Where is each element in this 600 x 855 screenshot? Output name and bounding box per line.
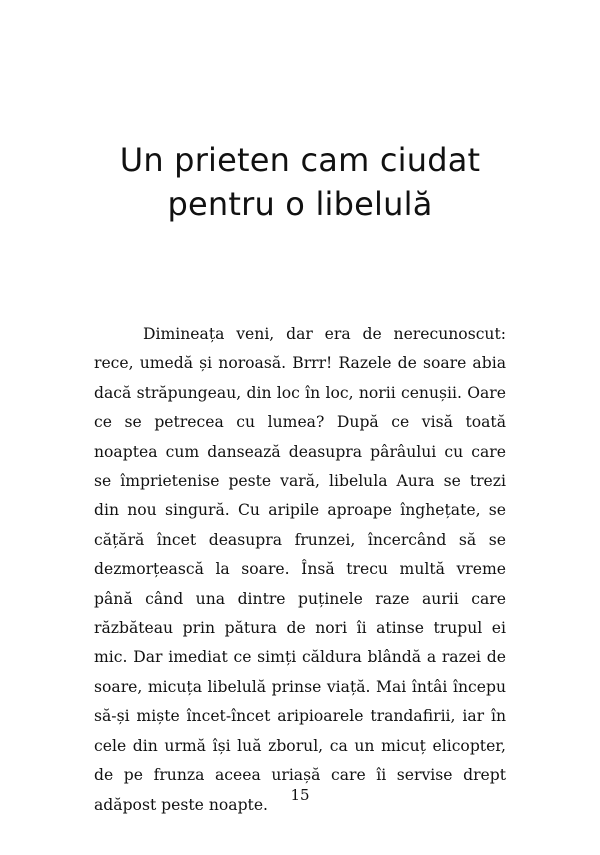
chapter-title-line-1: Un prieten cam ciudat (119, 141, 481, 179)
page-number: 15 (290, 786, 310, 804)
chapter-title-line-2: pentru o libelulă (167, 185, 433, 223)
body-paragraph: Dimineața veni, dar era de nerecunoscut: rece, umedă și noroasă. Brrr! Razele de soare abia dacă străpungeau, din loc în loc, norii cenușii. Oare ce se petrecea cu lumea? După ce visă toată noaptea cum dansează deasupra pârâului cu care se împrietenise peste vară, libelula Aura se trezi din nou singură. Cu aripile aproape înghețate, se cățără încet deasupra frunzei, încercând să se dezmorțească la soare. Însă trecu multă vreme până când una dintre puținele raze aurii care răzbăteau prin pătura de nori îi atinse trupul ei mic. Dar imediat ce simți căldura blândă a razei de soare, micuța libelulă prinse viață. Mai întâi începu să-și miște încet-încet aripioarele trandafirii, iar în cele din urmă își luă zborul, ca un micuț elicopter, de pe frunza aceea uriașă care îi servise drept adăpost peste noapte. (94, 325, 506, 814)
chapter-title (60, 138, 540, 226)
